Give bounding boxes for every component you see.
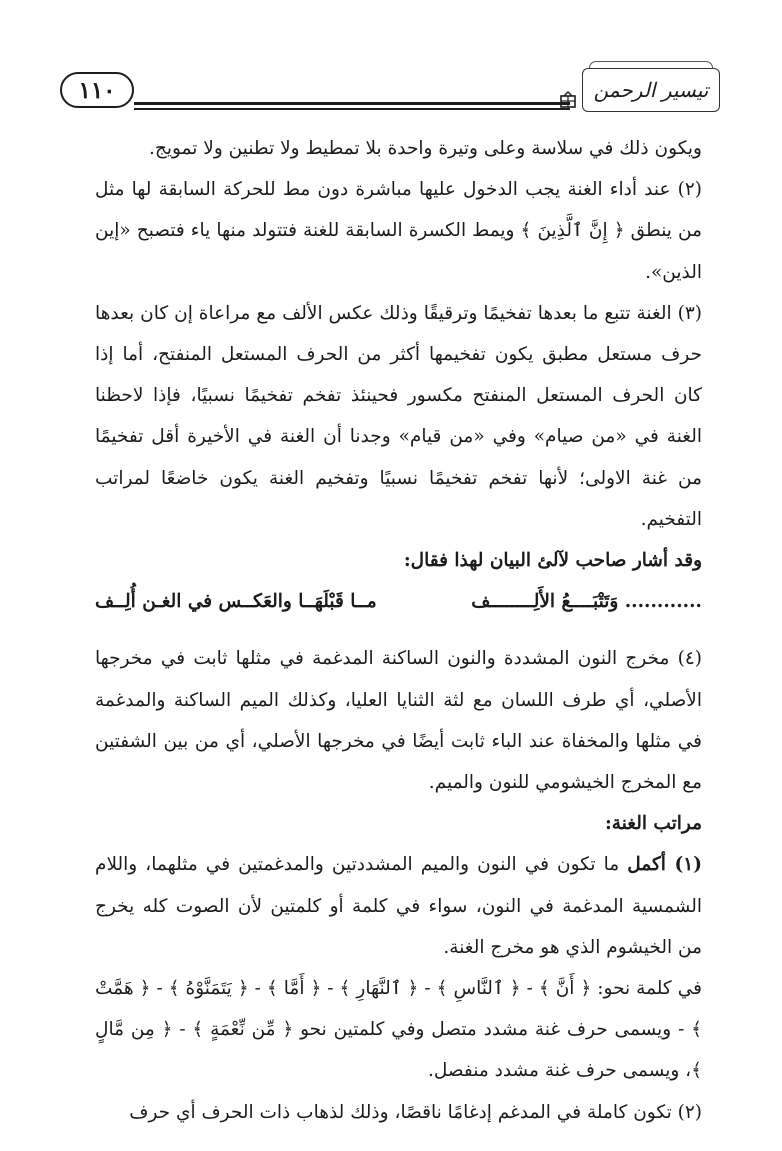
paragraph: (٤) مخرج النون المشددة والنون الساكنة المدغمة في مثلها ثابت في مخرجها الأصلي، أي طرف اللسان مع لثة الثنايا العليا، وكذلك الميم الساكنة والمدغمة في مثلها والمخفاة عند الباء ثابت أيضًا في مخرجها الأصلي، أي من بين الشفتين مع المخرج الخيشومي للنون والميم. (95, 648, 702, 794)
book-icon (558, 90, 578, 110)
page-body (95, 128, 702, 1133)
paragraph-lead: (١) أكمل (627, 854, 702, 876)
paragraph (95, 844, 702, 968)
paragraph: ويكون ذلك في سلاسة وعلى وتيرة واحدة بلا تمطيط ولا تطنين ولا تمويج. (149, 138, 702, 159)
paragraph: (٣) الغنة تتبع ما بعدها تفخيمًا وترقيقًا وذلك عكس الألف مع مراعاة إن كان بعدها حرف مستعل مطبق يكون تفخيمها أكثر من الحرف المستعل المنفتح، أما إذا كان الحرف المستعل المنفتح مكسور فحينئذ تفخم تفخيمًا نسبيًا، فإذا لاحظنا الغنة في «من صيام» وفي «من قيام» وجدنا أن الغنة في الأخيرة أقل تفخيمًا من غنة الاولى؛ لأنها تفخم تفخيمًا نسبيًا وتفخيم الغنة يكون خاضعًا لمراتب التفخيم. (95, 302, 702, 530)
paragraph: (٢) عند أداء الغنة يجب الدخول عليها مباشرة دون مط للحركة السابقة لها مثل من ينطق ﴿ إِنَّ ٱلَّذِينَ ﴾ ويمط الكسرة السابقة للغنة فتتولد منها ياء فتصبح «إين الذين». (95, 179, 702, 283)
verse-intro: وقد أشار صاحب لآلئ البيان لهذا فقال: (403, 550, 702, 572)
paragraph: في كلمة نحو: ﴿ أَنَّ ﴾ - ﴿ ٱلنَّاسِ ﴾ - ﴿ ٱلنَّهَارِ ﴾ - ﴿ أَمَّا ﴾ - ﴿ يَتَمَنَّوْهُ ﴾ - ﴿ هَمَّتْ ﴾ - ويسمى حرف غنة مشدد متصل وفي كلمتين نحو ﴿ مِّن نِّعْمَةٍ ﴾ - ﴿ مِن مَّالٍ ﴾، ويسمى حرف غنة مشدد منفصل. (95, 978, 702, 1082)
page-number: ١١٠ (60, 72, 134, 108)
header-rule (134, 102, 570, 105)
paragraph-text: ما تكون في النون والميم المشددتين والمدغمتين في مثلهما، واللام الشمسية المدغمة في النون، سواء في كلمة أو كلمتين لأن الصوت كله يخرج من الخيشوم الذي هو مخرج الغنة. (95, 854, 702, 958)
page-header (60, 64, 720, 124)
poem-verse (95, 581, 702, 622)
verse-hemistich-right: ............ وَتَتْبَــــعُ الأَلِــــــــف (471, 591, 702, 613)
paragraph: (٢) تكون كاملة في المدغم إدغامًا ناقصًا، وذلك لذهاب ذات الحرف أي حرف (129, 1101, 702, 1123)
book-title: تيسير الرحمن (582, 68, 720, 112)
section-heading: مراتب الغنة: (604, 813, 702, 835)
verse-hemistich-left: مــا قَبْلَهَــا والعَكــس في الغـن أُلِــف (95, 591, 377, 613)
header-rule-thin (134, 108, 570, 110)
spacer (95, 622, 702, 638)
